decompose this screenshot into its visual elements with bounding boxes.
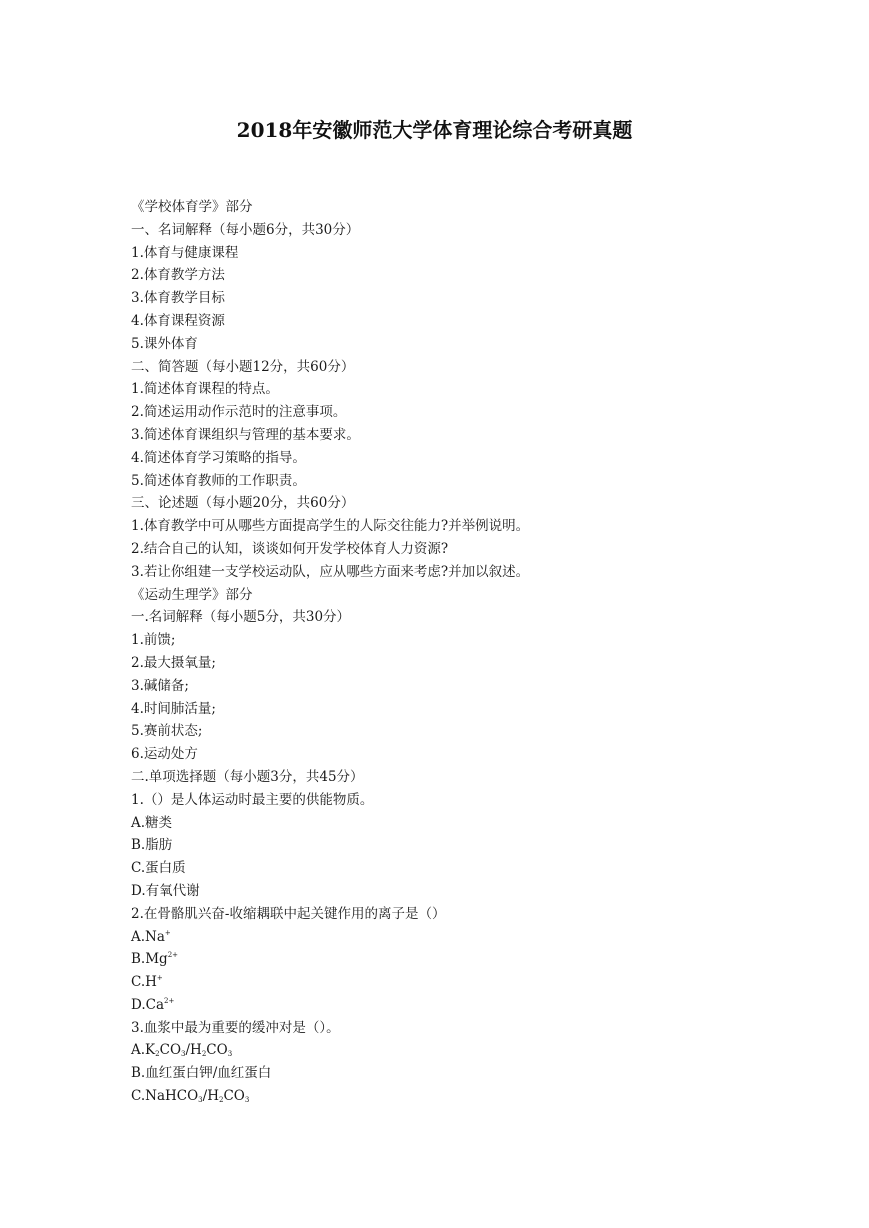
- formula-subscript: 3: [181, 1050, 186, 1059]
- list-item: 6.运动处方: [131, 746, 198, 763]
- section-heading: 一.名词解释（每小题5分，共30分）: [131, 609, 351, 626]
- answer-option: B.脂肪: [131, 837, 173, 854]
- list-item: 2.简述运用动作示范时的注意事项。: [131, 404, 347, 421]
- formula-subscript: 2: [155, 1050, 160, 1059]
- option-text: A.Na: [131, 928, 165, 945]
- page-title: 2018年安徽师范大学体育理论综合考研真题: [236, 118, 633, 142]
- section-heading: 三、论述题（每小题20分，共60分）: [131, 495, 355, 512]
- formula-part: CO: [159, 1042, 182, 1059]
- question-stem: 1.（）是人体运动时最主要的供能物质。: [131, 791, 374, 808]
- part-heading: 《运动生理学》部分: [131, 586, 253, 603]
- list-item: 3.碱储备;: [131, 677, 189, 694]
- document-body: [131, 196, 831, 1108]
- ion-charge: 2+: [167, 951, 179, 960]
- answer-option: [131, 1039, 831, 1062]
- answer-option: [131, 1085, 831, 1108]
- answer-option: D.有氧代谢: [131, 882, 200, 899]
- ion-charge: +: [164, 928, 171, 937]
- ion-charge: 2+: [164, 996, 175, 1005]
- formula-subscript: 2: [201, 1050, 207, 1059]
- list-item: 5.简述体育教师的工作职责。: [131, 472, 306, 489]
- question-stem: 3.血浆中最为重要的缓冲对是（）。: [131, 1019, 340, 1036]
- formula-subscript: 3: [244, 1096, 250, 1105]
- formula-subscript: 2: [218, 1096, 224, 1105]
- answer-option: B.血红蛋白钾/血红蛋白: [131, 1065, 272, 1082]
- formula-part: CO: [223, 1088, 245, 1105]
- answer-option: C.蛋白质: [131, 860, 186, 877]
- option-text: C.H: [131, 974, 157, 991]
- list-item: 4.时间肺活量;: [131, 700, 216, 717]
- option-text: D.Ca: [131, 996, 165, 1013]
- list-item: 1.前馈;: [131, 632, 176, 649]
- list-item: 5.课外体育: [131, 335, 198, 352]
- list-item: 3.若让你组建一支学校运动队，应从哪些方面来考虑?并加以叙述。: [131, 563, 530, 580]
- answer-option: [131, 994, 831, 1017]
- list-item: 2.体育教学方法: [131, 267, 225, 284]
- option-text: B.Mg: [131, 951, 168, 968]
- list-item: 3.简述体育课组织与管理的基本要求。: [131, 426, 360, 443]
- answer-option: [131, 948, 831, 971]
- formula-subscript: 3: [198, 1096, 203, 1105]
- list-item: 4.简述体育学习策略的指导。: [131, 449, 306, 466]
- answer-option: [131, 971, 831, 994]
- list-item: 2.结合自己的认知，谈谈如何开发学校体育人力资源?: [131, 540, 449, 557]
- list-item: 1.体育教学中可从哪些方面提高学生的人际交往能力?并举例说明。: [131, 518, 530, 535]
- formula-part: A.K: [131, 1042, 156, 1059]
- answer-option: A.糖类: [131, 814, 173, 831]
- section-heading: 二.单项选择题（每小题3分，共45分）: [131, 768, 364, 785]
- formula-part: /H: [202, 1088, 219, 1105]
- list-item: 2.最大摄氧量;: [131, 654, 216, 671]
- list-item: 5.赛前状态;: [131, 723, 203, 740]
- formula-subscript: 3: [227, 1050, 233, 1059]
- answer-option: [131, 926, 831, 949]
- formula-part: C.NaHCO: [131, 1088, 199, 1105]
- section-heading: 二、简答题（每小题12分，共60分）: [131, 358, 355, 375]
- question-stem: 2.在骨骼肌兴奋-收缩耦联中起关键作用的离子是（）: [131, 905, 446, 922]
- ion-charge: +: [156, 974, 163, 983]
- list-item: 1.简述体育课程的特点。: [131, 381, 279, 398]
- list-item: 4.体育课程资源: [131, 312, 225, 329]
- list-item: 3.体育教学目标: [131, 290, 225, 307]
- part-heading: 《学校体育学》部分: [131, 199, 253, 215]
- section-heading: 一、名词解释（每小题6分，共30分）: [131, 221, 360, 238]
- list-item: 1.体育与健康课程: [131, 244, 239, 261]
- formula-part: /H: [185, 1042, 202, 1059]
- formula-part: CO: [206, 1042, 228, 1059]
